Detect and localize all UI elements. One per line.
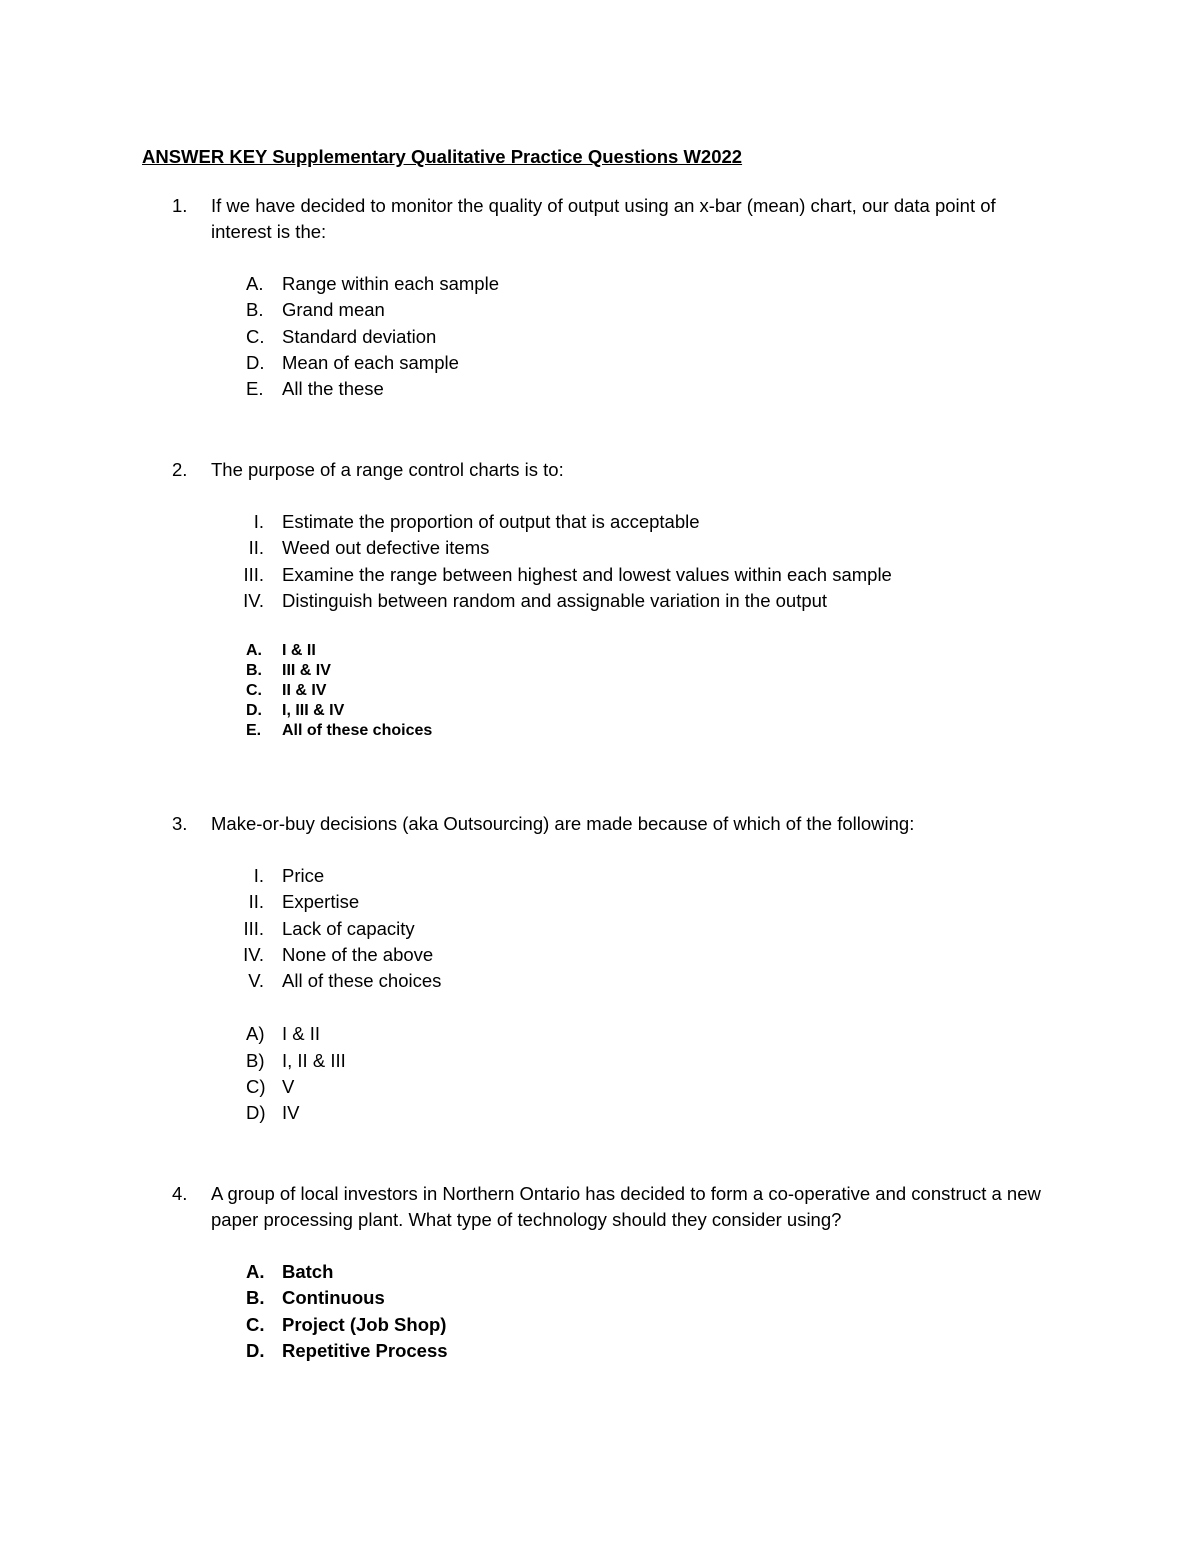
question-text: Make-or-buy decisions (aka Outsourcing) are made because of which of the following: — [211, 813, 915, 834]
statement-item: III. Lack of capacity — [243, 917, 415, 939]
question-text: A group of local investors in Northern Ontario has decided to form a co-operative and construct a new paper processing plant. What type of technology should they consider using? — [211, 1183, 1041, 1230]
question-stem — [0, 457, 1051, 483]
question-stem — [0, 1181, 1051, 1233]
statement-list — [0, 509, 1200, 614]
question-number: 3. — [172, 813, 188, 834]
answer-option: E. All the these — [246, 378, 384, 400]
answer-option: B. Continuous — [246, 1287, 385, 1309]
answer-option: D. Mean of each sample — [246, 351, 459, 373]
answer-option: A. I & II — [246, 642, 316, 660]
answer-option: A. Batch — [246, 1261, 334, 1282]
question-text: The purpose of a range control charts is to: — [211, 459, 564, 480]
question-stem — [0, 811, 1051, 837]
question-text: If we have decided to monitor the quality of output using an x-bar (mean) chart, our data point of interest is the: — [211, 195, 996, 242]
statement-item: III. Examine the range between highest and lowest values within each sample — [243, 563, 892, 585]
answer-option: B. III & IV — [246, 662, 331, 680]
answer-option: D) IV — [246, 1102, 300, 1124]
answer-option: A. Range within each sample — [246, 273, 499, 294]
statement-item: IV. Distinguish between random and assignable variation in the output — [243, 589, 828, 611]
question-4 — [0, 1181, 1200, 1364]
statement-item: I. Price — [253, 865, 325, 886]
answer-option: B. Grand mean — [246, 299, 385, 321]
answer-option: A) I & II — [246, 1023, 321, 1045]
answer-option: C. Standard deviation — [246, 325, 437, 347]
answer-options — [0, 641, 1200, 741]
answer-option: D. I, III & IV — [246, 702, 345, 720]
statement-item: IV. None of the above — [243, 943, 434, 965]
statement-item: II. Expertise — [248, 891, 360, 913]
answer-options — [0, 1021, 1200, 1126]
statement-item: I. Estimate the proportion of output that is acceptable — [253, 511, 700, 532]
statement-item: V. All of these choices — [248, 970, 442, 992]
answer-option: C. Project (Job Shop) — [246, 1313, 447, 1335]
question-1 — [0, 193, 1200, 402]
question-2 — [0, 457, 1200, 741]
answer-option: D. Repetitive Process — [246, 1339, 448, 1361]
question-number: 1. — [172, 195, 188, 216]
statement-item: II. Weed out defective items — [248, 537, 490, 559]
answer-option: C. II & IV — [246, 682, 327, 700]
statement-list — [0, 863, 1200, 994]
question-number: 2. — [172, 459, 188, 480]
answer-option: B) I, II & III — [246, 1049, 346, 1071]
question-number: 4. — [172, 1183, 188, 1204]
answer-option: E. All of these choices — [246, 722, 433, 740]
answer-options — [0, 1259, 1200, 1364]
answer-option: C) V — [246, 1076, 295, 1098]
question-3 — [0, 811, 1200, 1127]
page-title: ANSWER KEY Supplementary Qualitative Practice Questions W2022 — [142, 146, 743, 167]
answer-options — [0, 271, 1200, 402]
question-stem — [0, 193, 1051, 245]
